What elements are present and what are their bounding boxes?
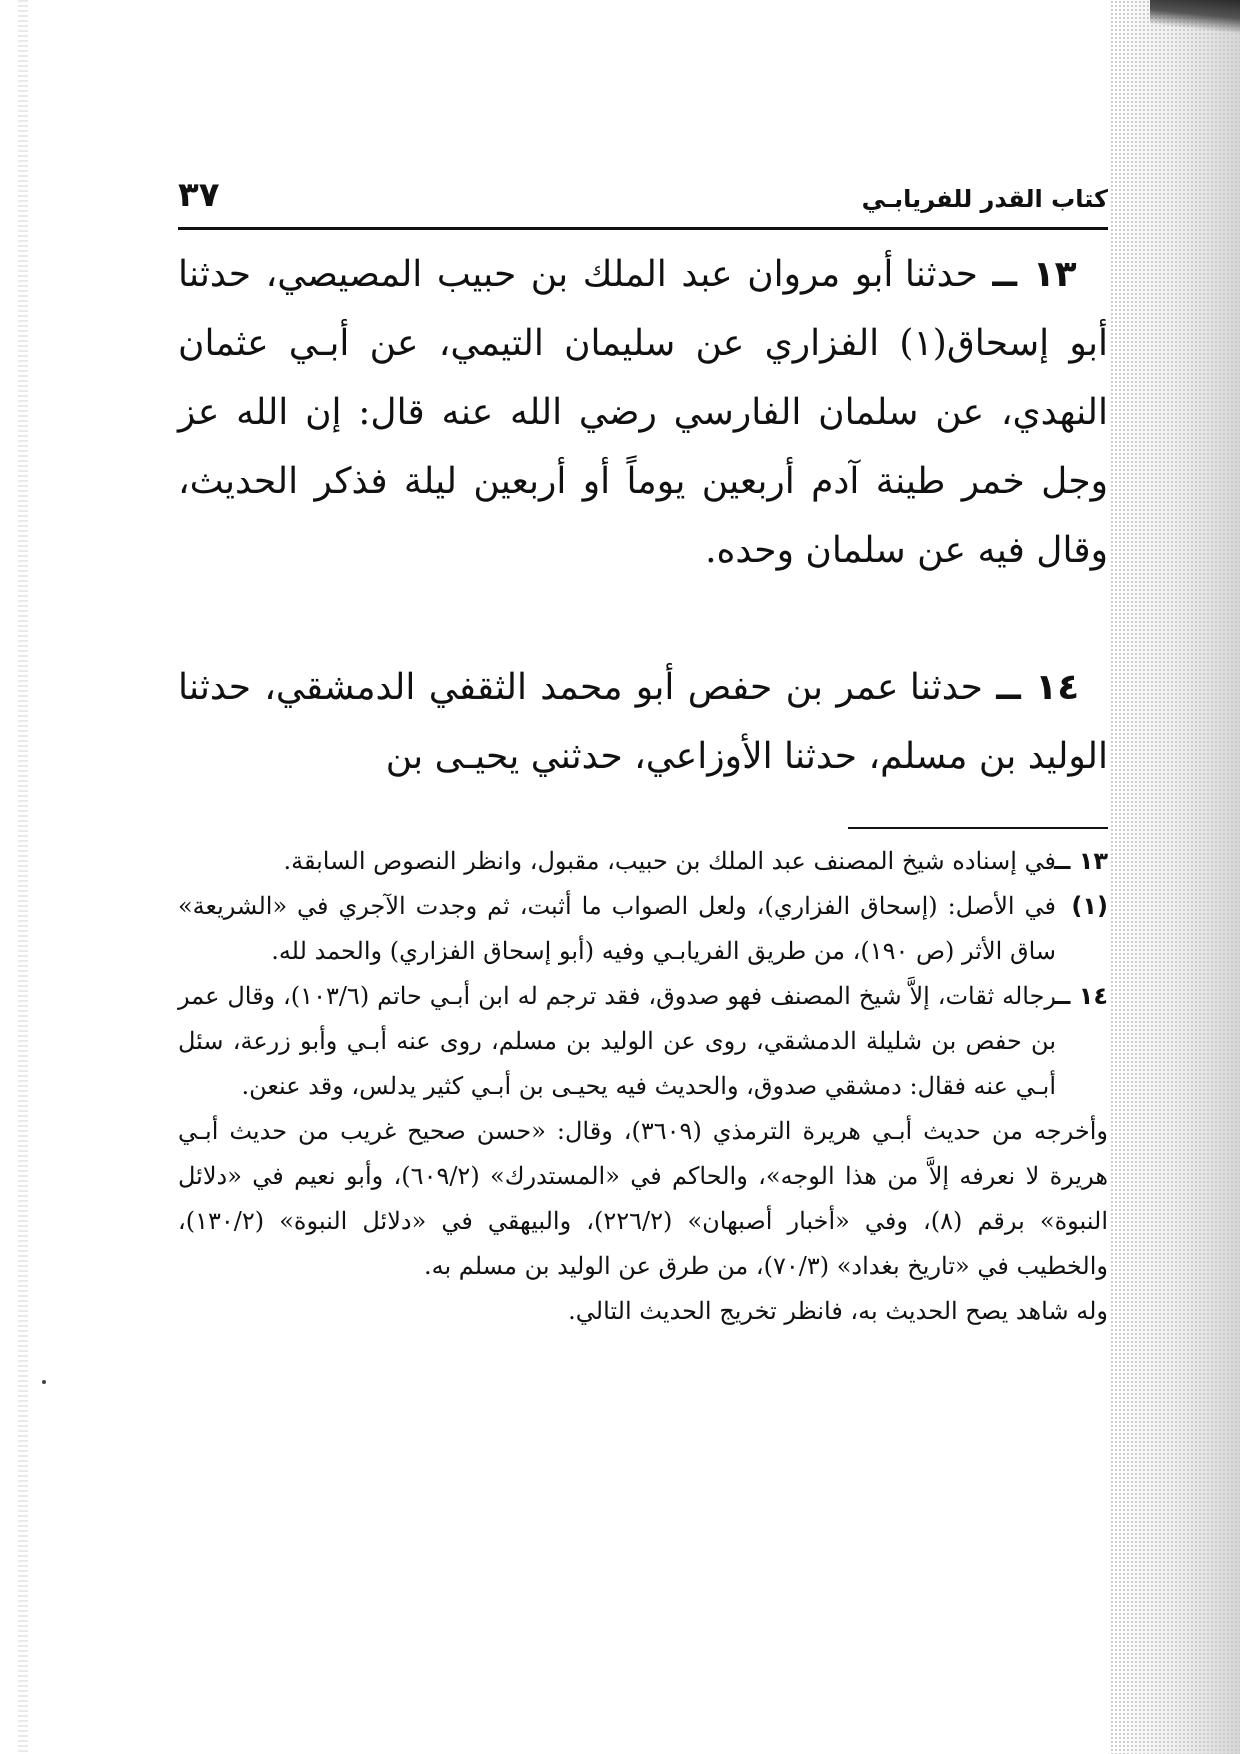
footnote-label: ١٤ ــ — [1053, 982, 1108, 1010]
footnote-text: في الأصل: (إسحاق الفزاري)، ولعل الصواب ما أثبت، ثم وجدت الآجري في «الشريعة» ساق الأثر (ص ١٩٠)، من طريق الفريابـي وفيه (أبو إسحاق الفزاري) والحمد لله. — [178, 892, 1056, 965]
footnote-continuation: وله شاهد يصح الحديث به، فانظر تخريج الحديث التالي. — [568, 1297, 1108, 1325]
scan-speck — [42, 1380, 46, 1384]
hadith-entry-13 — [178, 240, 1108, 585]
footnotes — [178, 839, 1108, 1334]
footnote-text: في إسناده شيخ المصنف عبد الملك بن حبيب، مقبول، وانظر النصوص السابقة. — [283, 847, 1056, 875]
entry-number: ١٣ ــ — [992, 254, 1077, 295]
entry-text: حدثنا أبو مروان عبد الملك بن حبيب المصيصي، حدثنا أبو إسحاق(١) الفزاري عن سليمان التيمي، عن أبـي عثمان النهدي، عن سلمان الفارسي رضي الله عنه قال: إن الله عز وجل خمر طينة آدم أربعين يوماً أو أربعين ليلة فذكر الحديث، وقال فيه عن سلمان وحده. — [178, 254, 1108, 571]
footnote-13 — [178, 839, 1108, 884]
footnote-continuation: وأخرجه من حديث أبـي هريرة الترمذي (٣٦٠٩)، وقال: «حسن صحيح غريب من حديث أبـي هريرة لا نعرفه إلاَّ من هذا الوجه»، والحاكم في «المستدرك» (٦٠٩/٢)، وأبو نعيم في «دلائل النبوة» برقم (٨)، وفي «أخبار أصبهان» (٢٢٦/٢)، والبيهقي في «دلائل النبوة» (١٣٠/٢)، والخطيب في «تاريخ بغداد» (٧٠/٣)، من طرق عن الوليد بن مسلم به. — [178, 1117, 1109, 1280]
footnote-label: (١) — [1071, 892, 1108, 920]
entry-number: ١٤ ــ — [996, 667, 1080, 708]
footnote-separator — [848, 827, 1108, 829]
scan-left-edge — [18, 0, 28, 1754]
book-title: كتاب القدر للفريابـي — [861, 185, 1108, 213]
book-page — [178, 165, 1108, 1334]
running-header — [178, 165, 1108, 230]
footnote-label: ١٣ ــ — [1053, 847, 1108, 875]
footnote-14 — [178, 974, 1108, 1109]
footnote-1 — [178, 884, 1108, 974]
page-number: ٣٧ — [178, 175, 220, 215]
entry-text: حدثنا عمر بن حفص أبو محمد الثقفي الدمشقي، حدثنا الوليد بن مسلم، حدثنا الأوزاعي، حدثني يحيـى بن — [178, 667, 1108, 777]
hadith-entry-14 — [178, 653, 1108, 791]
footnote-text: رجاله ثقات، إلاَّ شيخ المصنف فهو صدوق، فقد ترجم له ابن أبـي حاتم (١٠٣/٦)، وقال عمر بن حفص بن شليلة الدمشقي، روى عن الوليد بن مسلم، روى عنه أبـي وأبو زرعة، سئل أبـي عنه فقال: دمشقي صدوق، والحديث فيه يحيـى بن أبـي كثير يدلس، وقد عنعن. — [178, 982, 1057, 1100]
scan-page-shadow — [1110, 0, 1240, 1754]
